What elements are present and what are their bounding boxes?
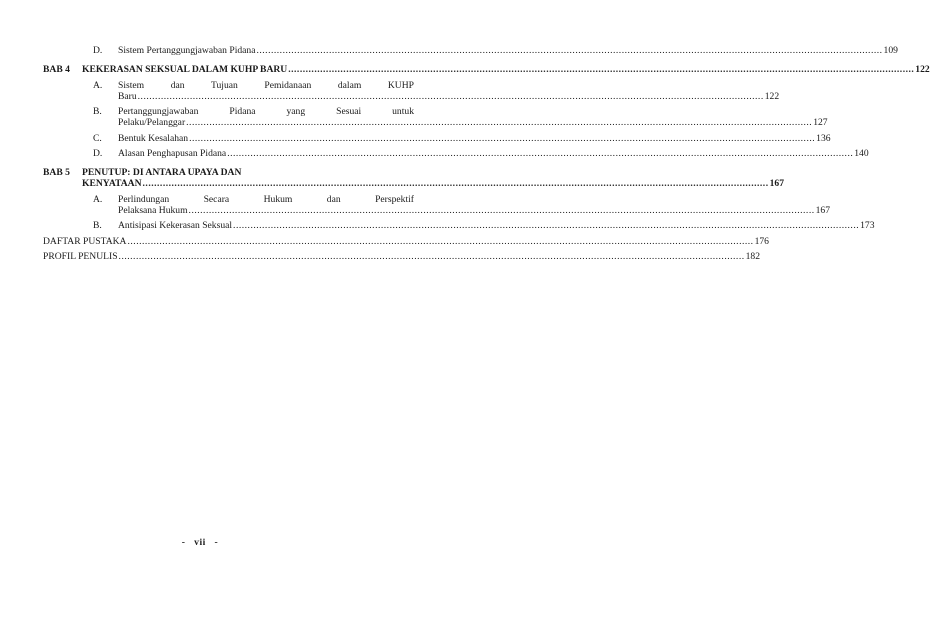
toc-page-number: 176 bbox=[754, 235, 769, 247]
toc-leader-dots bbox=[138, 91, 764, 102]
toc-title-line-1: Pertanggungjawaban Pidana yang Sesuai untuk bbox=[118, 106, 414, 117]
toc-entry-bab-4-b[interactable] bbox=[43, 106, 828, 128]
toc-letter: B. bbox=[93, 106, 102, 117]
toc-page-number: 140 bbox=[854, 148, 869, 159]
toc-leader-dots bbox=[189, 133, 815, 144]
toc-chapter-title-line-2: KENYATAAN bbox=[82, 178, 142, 189]
toc-entry-daftar-pustaka[interactable] bbox=[43, 235, 769, 247]
toc-title: DAFTAR PUSTAKA bbox=[43, 235, 127, 247]
toc-page-number: 182 bbox=[745, 251, 760, 262]
toc-title-line-1: Sistem dan Tujuan Pemidanaan dalam KUHP bbox=[118, 79, 414, 91]
table-of-contents bbox=[43, 45, 930, 267]
toc-leader-dots bbox=[143, 178, 769, 189]
toc-letter: B. bbox=[93, 220, 102, 231]
toc-page-number: 122 bbox=[915, 64, 930, 75]
toc-entry-bab-4-d[interactable] bbox=[43, 148, 869, 159]
toc-title: Alasan Penghapusan Pidana bbox=[118, 148, 227, 159]
toc-chapter-number: BAB 4 bbox=[43, 64, 70, 75]
toc-page-number: 136 bbox=[816, 132, 831, 144]
toc-letter: D. bbox=[93, 148, 103, 159]
toc-chapter-number: BAB 5 bbox=[43, 167, 70, 178]
toc-page-number: 167 bbox=[769, 178, 784, 189]
toc-page-number: 173 bbox=[860, 220, 875, 231]
toc-chapter-title: KEKERASAN SEKSUAL DALAM KUHP BARU bbox=[82, 64, 288, 75]
toc-title: Sistem Pertanggungjawaban Pidana bbox=[118, 45, 256, 56]
toc-title-line-2: Pelaku/Pelanggar bbox=[118, 117, 186, 128]
toc-page-number: 122 bbox=[764, 90, 780, 102]
toc-page-number: 109 bbox=[883, 45, 898, 56]
toc-letter: D. bbox=[93, 45, 103, 56]
toc-entry-bab-5-a[interactable] bbox=[43, 193, 830, 216]
toc-page-number: 127 bbox=[813, 117, 828, 128]
toc-letter: C. bbox=[93, 132, 102, 144]
toc-leader-dots bbox=[119, 251, 745, 262]
toc-entry-bab-4-c[interactable] bbox=[43, 132, 831, 144]
toc-title-line-1: Perlindungan Secara Hukum dan Perspektif bbox=[118, 193, 414, 205]
toc-chapter-title-line-1: PENUTUP: DI ANTARA UPAYA DAN bbox=[82, 167, 242, 178]
page-number-footer: - vii - bbox=[181, 537, 219, 548]
toc-entry-d-sistem[interactable] bbox=[43, 45, 898, 56]
toc-entry-bab-5[interactable] bbox=[43, 167, 784, 189]
toc-title-line-2: Pelaksana Hukum bbox=[118, 204, 188, 216]
toc-leader-dots bbox=[189, 205, 815, 216]
toc-leader-dots bbox=[128, 236, 754, 247]
toc-title: Bentuk Kesalahan bbox=[118, 132, 189, 144]
toc-entry-profil-penulis[interactable] bbox=[43, 251, 760, 262]
toc-leader-dots bbox=[227, 148, 853, 159]
toc-letter: A. bbox=[93, 79, 103, 91]
toc-page-number: 167 bbox=[815, 204, 830, 216]
toc-leader-dots bbox=[288, 64, 914, 75]
toc-title-line-2: Baru bbox=[118, 90, 137, 102]
toc-entry-bab-4[interactable] bbox=[43, 64, 930, 75]
toc-leader-dots bbox=[256, 45, 882, 56]
toc-entry-bab-4-a[interactable] bbox=[43, 79, 780, 102]
toc-title: PROFIL PENULIS bbox=[43, 251, 118, 262]
toc-letter: A. bbox=[93, 193, 103, 205]
toc-leader-dots bbox=[233, 220, 859, 231]
toc-entry-bab-5-b[interactable] bbox=[43, 220, 875, 231]
toc-title: Antisipasi Kekerasan Seksual bbox=[118, 220, 233, 231]
toc-leader-dots bbox=[186, 117, 812, 128]
